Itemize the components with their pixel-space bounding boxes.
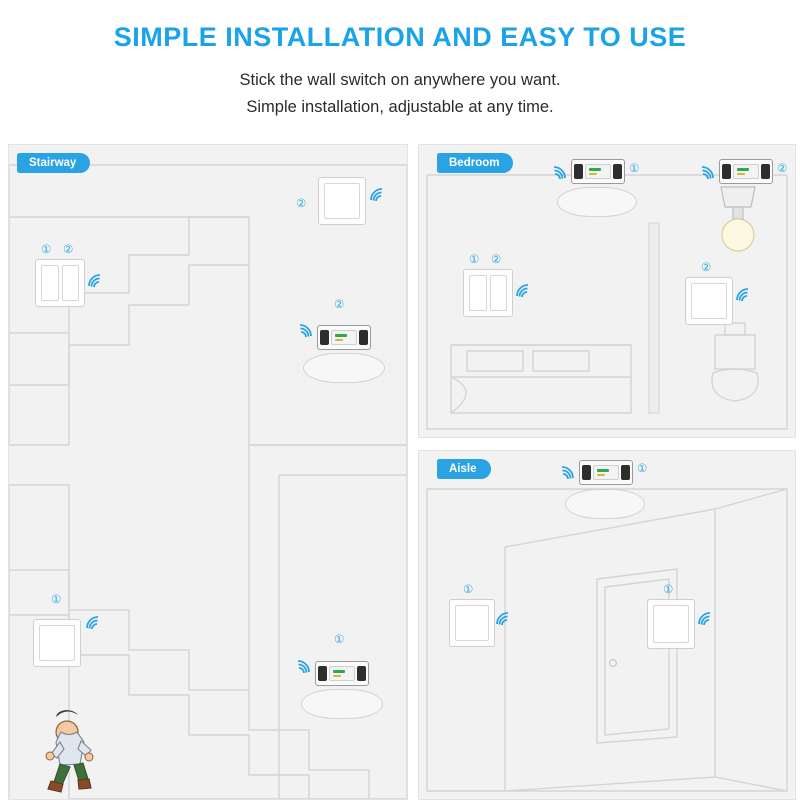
marker-aisle-ceiling-relay: ① [637, 463, 648, 475]
marker-stairway-mid-relay: ② [334, 299, 345, 311]
terminal-block-left [320, 330, 329, 345]
rocker-left[interactable] [469, 275, 487, 311]
marker-bedroom-switch-right: ② [491, 254, 502, 266]
terminal-block-right [357, 666, 366, 681]
wifi-icon [87, 273, 105, 291]
relay-body [593, 465, 619, 480]
wifi-icon [549, 165, 567, 183]
marker-stairway-upper-switch-right: ② [63, 244, 74, 256]
ceiling-lamp [557, 187, 637, 217]
rocker[interactable] [691, 283, 727, 319]
panel-tag-bedroom: Bedroom [437, 153, 513, 173]
wifi-icon [697, 165, 715, 183]
marker-aisle-left-panel: ① [463, 584, 474, 596]
marker-bedroom-bulb-relay: ② [777, 163, 788, 175]
relay-module[interactable] [317, 325, 371, 350]
terminal-block-right [761, 164, 770, 179]
relay-module[interactable] [719, 159, 773, 184]
marker-stairway-upper-switch-left: ① [41, 244, 52, 256]
relay-module[interactable] [315, 661, 369, 686]
marker-stairway-lower-relay: ① [334, 634, 345, 646]
light-bulb-icon [705, 183, 771, 259]
wifi-icon [85, 615, 103, 633]
subtitle-line-2: Simple installation, adjustable at any time. [246, 98, 554, 117]
rocker[interactable] [653, 605, 689, 643]
wifi-icon [515, 283, 533, 301]
wifi-icon [735, 287, 753, 305]
terminal-block-left [318, 666, 327, 681]
stairway-wall-panel-upper[interactable] [318, 177, 366, 225]
page-title: SIMPLE INSTALLATION AND EASY TO USE [113, 22, 687, 52]
relay-module[interactable] [579, 460, 633, 485]
bedroom-switch[interactable] [463, 269, 513, 317]
terminal-block-left [574, 164, 583, 179]
marker-aisle-right-panel: ① [663, 584, 674, 596]
relay-body [329, 666, 355, 681]
subtitle-line-1: Stick the wall switch on anywhere you want. [239, 71, 561, 89]
rocker[interactable] [39, 625, 75, 661]
wifi-icon [697, 611, 715, 629]
panel-stairway [8, 144, 408, 800]
rocker[interactable] [324, 183, 360, 219]
wifi-icon [369, 187, 387, 205]
relay-body [585, 164, 611, 179]
relay-module[interactable] [571, 159, 625, 184]
wifi-icon [293, 659, 311, 677]
ceiling-lamp [303, 353, 385, 383]
panel-tag-stairway: Stairway [17, 153, 90, 173]
header [0, 0, 800, 121]
wifi-icon [557, 465, 575, 483]
relay-body [331, 330, 357, 345]
rocker-left[interactable] [41, 265, 59, 301]
rocker-right[interactable] [490, 275, 508, 311]
terminal-block-right [613, 164, 622, 179]
marker-bedroom-switch-left: ① [469, 254, 480, 266]
child-illustration [37, 705, 117, 799]
panels-container [0, 138, 800, 800]
panel-tag-aisle: Aisle [437, 459, 491, 479]
marker-stairway-lower-switch: ① [51, 594, 62, 606]
relay-body [733, 164, 759, 179]
panel-bedroom [418, 144, 796, 438]
rocker[interactable] [455, 605, 489, 641]
marker-bedroom-wall-panel: ② [701, 262, 712, 274]
marker-stairway-upper-wall-panel: ② [296, 198, 307, 210]
stairway-switch-upper[interactable] [35, 259, 85, 307]
rocker-right[interactable] [62, 265, 80, 301]
terminal-block-left [582, 465, 591, 480]
aisle-wall-panel-right[interactable] [647, 599, 695, 649]
wifi-icon [295, 323, 313, 341]
aisle-wall-panel-left[interactable] [449, 599, 495, 647]
ceiling-lamp [565, 489, 645, 519]
terminal-block-right [359, 330, 368, 345]
terminal-block-right [621, 465, 630, 480]
bedroom-wall-panel[interactable] [685, 277, 733, 325]
panel-aisle [418, 450, 796, 800]
stairway-switch-lower[interactable] [33, 619, 81, 667]
marker-bedroom-ceiling-relay: ① [629, 163, 640, 175]
subtitle [0, 67, 800, 121]
ceiling-lamp [301, 689, 383, 719]
terminal-block-left [722, 164, 731, 179]
wifi-icon [495, 611, 513, 629]
